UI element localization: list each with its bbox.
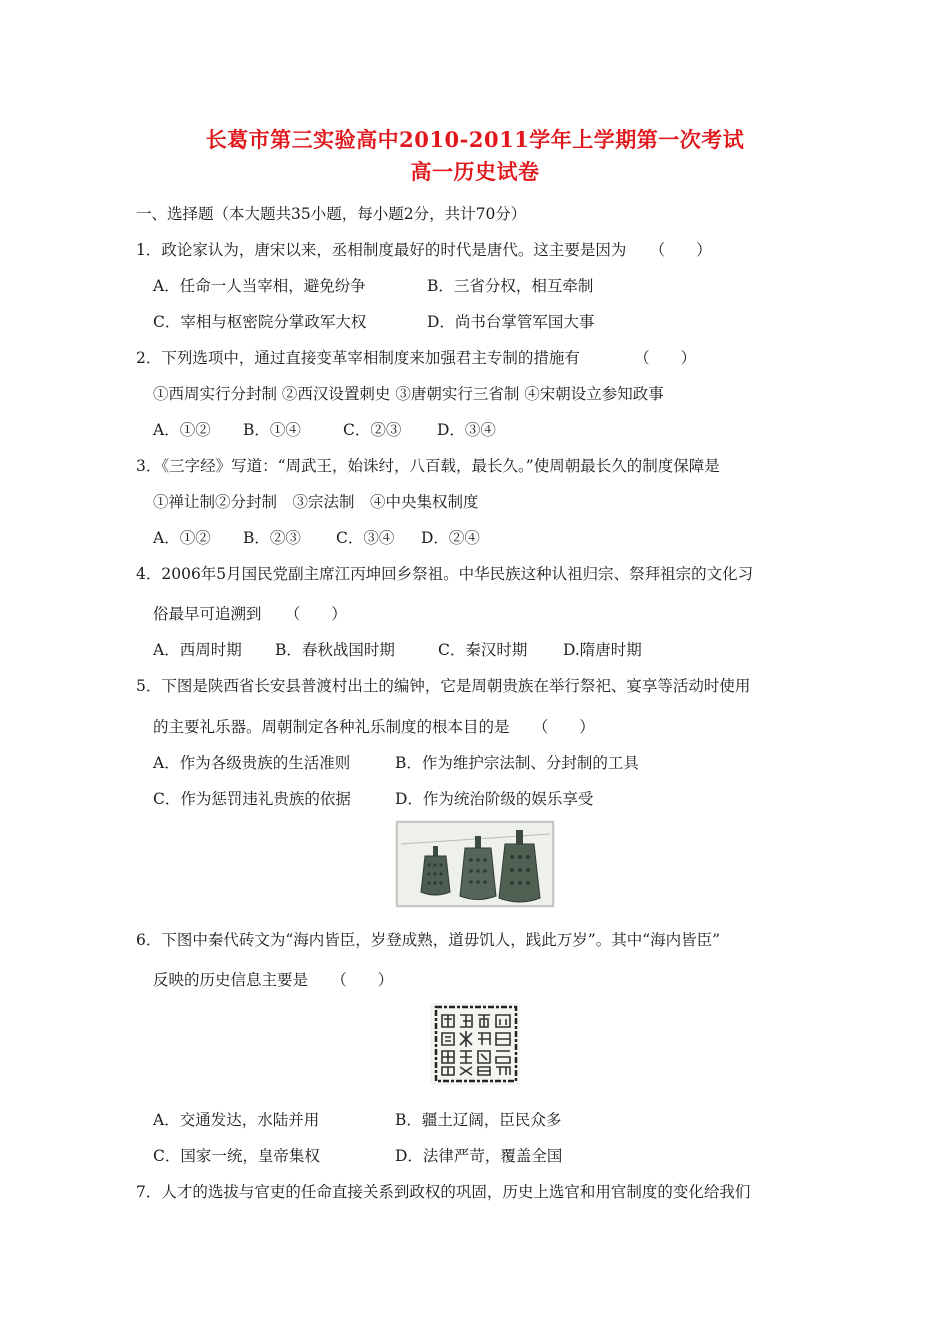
- question-5-stem-line-1: 5．下图是陕西省长安县普渡村出土的编钟，它是周朝贵族在举行祭祀、宴享等活动时使用: [136, 677, 751, 695]
- question-6-stem-line-1: 6．下图中秦代砖文为“海内皆臣，岁登成熟，道毋饥人，践此万岁”。其中“海内皆臣”: [136, 931, 721, 949]
- q6-option-c: C．国家一统，皇帝集权: [153, 1147, 320, 1165]
- q4-option-a: A．西周时期: [153, 641, 242, 659]
- q2-items: ①西周实行分封制 ②西汉设置刺史 ③唐朝实行三省制 ④宋朝设立参知政事: [153, 385, 664, 403]
- question-7-stem: 7．人才的选拔与官吏的任命直接关系到政权的巩固，历史上选官和用官制度的变化给我们: [136, 1183, 751, 1201]
- q5-option-d: D．作为统治阶级的娱乐享受: [395, 790, 594, 808]
- question-3-stem: 3．《三字经》写道：“周武王，始诛纣，八百载，最长久。”使周朝最长久的制度保障是: [136, 457, 720, 475]
- title-line-2: 高一历史试卷: [410, 159, 540, 184]
- q3-items: ①禅让制②分封制 ③宗法制 ④中央集权制度: [153, 493, 479, 511]
- brick-image: [430, 1003, 520, 1085]
- q2-option-a: A．①②: [153, 421, 211, 439]
- question-1-stem: 1．政论家认为，唐宋以来，丞相制度最好的时代是唐代。这主要是因为 （ ）: [136, 241, 712, 259]
- q1-option-a: A．任命一人当宰相，避免纷争: [153, 277, 366, 295]
- bronze-bells-figure: [395, 820, 555, 908]
- question-2-stem: 2．下列选项中，通过直接变革宰相制度来加强君主专制的措施有 （ ）: [136, 349, 697, 367]
- q5-option-c: C．作为惩罚违礼贵族的依据: [153, 790, 351, 808]
- q3-option-a: A．①②: [153, 529, 211, 547]
- q6-option-a: A．交通发达，水陆并用: [153, 1111, 320, 1129]
- q2-option-b: B．①④: [243, 421, 301, 439]
- question-6-stem-line-2: 反映的历史信息主要是 （ ）: [153, 971, 394, 989]
- q3-option-c: C．③④: [336, 529, 395, 547]
- section-header: 一、选择题（本大题共35小题，每小题2分，共计70分）: [136, 205, 527, 223]
- question-5-stem-line-2: 的主要礼乐器。周朝制定各种礼乐制度的根本目的是 （ ）: [153, 718, 595, 736]
- q4-option-c: C．秦汉时期: [438, 641, 528, 659]
- q1-option-c: C．宰相与枢密院分掌政军大权: [153, 313, 367, 331]
- q1-option-b: B．三省分权，相互牵制: [427, 277, 594, 295]
- q2-option-d: D．③④: [437, 421, 496, 439]
- title-line-1: 长葛市第三实验高中2010-2011学年上学期第一次考试: [205, 127, 745, 152]
- q5-option-b: B．作为维护宗法制、分封制的工具: [395, 754, 639, 772]
- question-4-stem-line-1: 4．2006年5月国民党副主席江丙坤回乡祭祖。中华民族这种认祖归宗、祭拜祖宗的文化习: [136, 565, 754, 583]
- q3-option-b: B．②③: [243, 529, 301, 547]
- q4-option-b: B．春秋战国时期: [275, 641, 395, 659]
- bells-image: [395, 820, 555, 908]
- qin-brick-inscription-figure: [430, 1003, 520, 1085]
- q1-option-d: D．尚书台掌管军国大事: [427, 313, 595, 331]
- q2-option-c: C．②③: [343, 421, 402, 439]
- q6-option-b: B．疆土辽阔，臣民众多: [395, 1111, 562, 1129]
- q5-option-a: A．作为各级贵族的生活准则: [153, 754, 351, 772]
- question-4-stem-line-2: 俗最早可追溯到 （ ）: [153, 605, 347, 623]
- q6-option-d: D．法律严苛，覆盖全国: [395, 1147, 563, 1165]
- q3-option-d: D．②④: [421, 529, 480, 547]
- q4-option-d: D.隋唐时期: [563, 641, 642, 659]
